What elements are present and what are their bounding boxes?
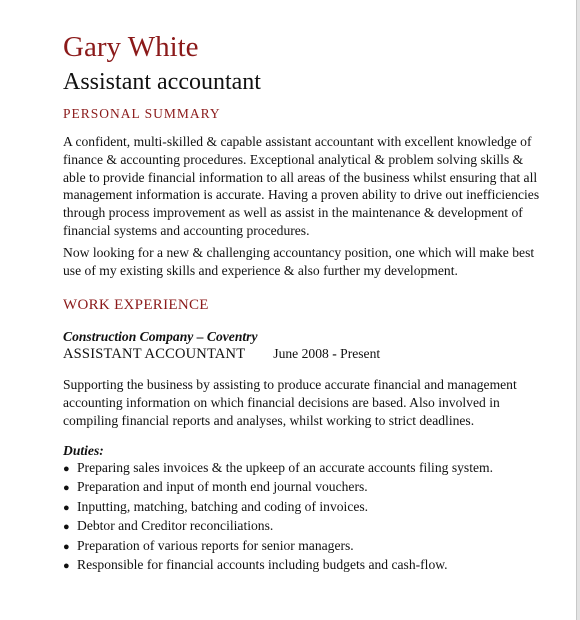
duty-text: Preparing sales invoices & the upkeep of an accurate accounts filing system. [77,459,493,475]
duties-list [63,459,543,576]
job-entry [63,328,543,575]
bullet-icon: ● [63,521,70,534]
company-name: Construction Company – Coventry [63,329,258,345]
resume-content [63,30,543,576]
duty-item [63,537,543,557]
candidate-title: Assistant accountant [63,69,261,95]
duty-item [63,517,543,537]
bullet-icon: ● [63,482,70,495]
duty-item [63,556,543,576]
duty-text: Responsible for financial accounts including budgets and cash-flow. [77,557,448,573]
job-role: ASSISTANT ACCOUNTANT [63,346,246,363]
date-separator: - [332,346,337,362]
duty-item [63,498,543,518]
bullet-icon: ● [63,560,70,573]
summary-paragraph: Now looking for a new & challenging accountancy position, one which will make best use of my existing skills and experience & also further my development. [63,244,535,278]
job-dates [273,345,380,363]
duties-label [63,442,543,459]
summary-paragraph: A confident, multi-skilled & capable assistant accountant with excellent knowledge of finance & accounting procedures. Exceptional analytical & problem solving skills & able to provide financial information to all areas of the business whilst ensuring that all management information is accurate. Having a proven ability to drive out inefficiencies through process improvement as well as assist in the maintenance & development of financial systems and accounting procedures. [63,134,540,238]
work-experience-heading: WORK EXPERIENCE [63,297,209,314]
job-start-date: June 2008 [273,346,329,362]
duty-text: Preparation and input of month end journal vouchers. [77,479,368,495]
duties-label-colon: : [99,442,104,458]
duty-item [63,478,543,498]
duty-text: Preparation of various reports for senior managers. [77,537,354,553]
job-end-date: Present [340,346,381,362]
bullet-icon: ● [63,540,70,553]
duty-text: Inputting, matching, batching and coding of invoices. [77,498,369,514]
duty-item [63,459,543,479]
personal-summary-heading: PERSONAL SUMMARY [63,106,221,121]
duty-text: Debtor and Creditor reconciliations. [77,518,274,534]
candidate-name: Gary White [63,31,199,63]
bullet-icon: ● [63,501,70,514]
job-description: Supporting the business by assisting to produce accurate financial and management accounting information on which financial decisions are based. Also involved in compiling financial reports and analyses, whilst working to strict deadlines. [63,377,517,428]
role-line [63,345,543,363]
bullet-icon: ● [63,462,70,475]
duties-label-text: Duties [63,442,100,458]
